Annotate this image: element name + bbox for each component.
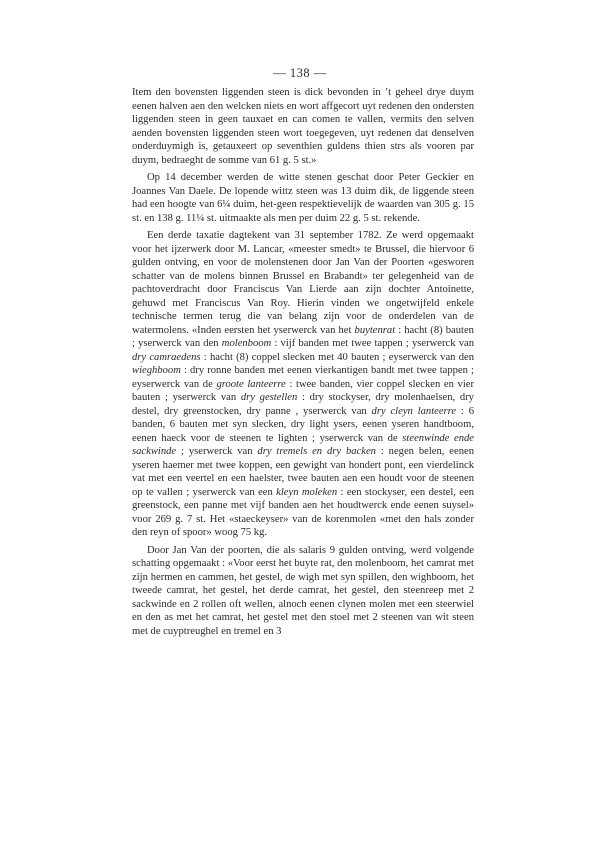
italic-term: kleyn moleken <box>276 486 338 498</box>
paragraph <box>132 86 474 167</box>
text-segment: : dry stockyser, dry molenhaelsen, dry destel, dry greenstocken, dry panne , yserwerck van <box>132 392 474 417</box>
text-segment: : twee banden, vier coppel slecken en vier bauten ; yserwerck van <box>132 378 474 403</box>
text-segment: : 6 banden, 6 bauten met syn slecken, dry light ysers, eenen yseren handtboom, eenen haeck voor de steenen te lighten ; yserwerck van de <box>132 405 474 444</box>
text-segment: Door Jan Van der poorten, die als salaris 9 gulden ontving, werd volgende schatting opgemaakt : «Voor eerst het buyte rat, den molenboom, het camrat met zijn hermen en cammen, het gestel, de wigh met syn spillen, den wighboom, het tweede camrat, het gestel, het derde camrat, het gestel, den steenreep met 2 sackwinde en 2 rollen oft wellen, alnoch eenen clynen molen met een steerwiel en den as met het camrat, het gestel met den stoel met 2 steenen van wit steen met de cuyptreughel en tremel en 3 <box>132 544 474 637</box>
text-segment: : een stockyser, een destel, een greenstock, een panne met vijf banden aen het houdtwerck ende eenen suysel» voor 269 g. 7 st. Het «staeckeyser» van de korenmolen «met den hals zonder den reyn of spoor» woog 75 kg. <box>132 486 475 538</box>
text-segment: : hacht (8) coppel slecken met 40 bauten ; eyserwerck van den <box>200 351 474 363</box>
body-text <box>132 86 474 642</box>
text-segment: Item den bovensten liggenden steen is dick bevonden in ’t geheel drye duym eenen halven aen den welcken niets en wort affgecort uyt redenen den ondersten liggenden steen in geen tauxaet en can comen te vallen, vermits den selven aenden bovensten liggenden steen wort toegegeven, uyt redenen dat denselven onderduymigh is, getauxeert op seventhien guldens thien strs als vooren par duym, bedraeght de somme van 61 g. 5 st.» <box>132 87 474 166</box>
paragraph <box>132 171 474 225</box>
text-segment: ; yserwerck van <box>176 446 258 457</box>
italic-term: dry camraedens <box>132 351 201 363</box>
italic-term: steenwinde ende sackwinde <box>132 432 474 457</box>
text-segment: : dry ronne banden met eenen vierkantigen bandt met twee tappen ; eyserwerck van de <box>132 365 474 390</box>
paragraph <box>132 229 474 540</box>
text-segment: : vijf banden met twee tappen ; yserwerck van <box>271 338 474 349</box>
italic-term: molenboom <box>221 338 272 349</box>
italic-term: groote lanteerre <box>216 378 286 390</box>
italic-term: dry cleyn lanteerre <box>371 405 457 417</box>
text-segment: Op 14 december werden de witte stenen geschat door Peter Geckier en Joannes Van Daele. De lopende wittz steen was 13 duim dik, de liggende steen had een hoogte van 6¼ duim, het-geen respektievelijk de waarden van 305 g. 15 st. en 138 g. 11¼ st. uitmaakte als men per duim 22 g. 5 st. rekende. <box>132 172 474 224</box>
italic-term: dry tremels en dry backen <box>257 446 376 457</box>
paragraph <box>132 544 474 639</box>
text-segment: Een derde taxatie dagtekent van 31 september 1782. Ze werd opgemaakt voor het ijzerwerk door M. Lancar, «meester smedt» te Brussel, die hiervoor 6 gulden ontving, en voor de molenstenen door Jan Van der Poorten «gesworen schatter van de molens binnen Brussel en Brabandt» ter gelegenheid van de pachtoverdracht door Franciscus Van Lierde aan zijn dochter Antoinette, gehuwd met Franciscus Van Roy. Hierin vinden we ongetwijfeld enkele technische termen terug die van belang zijn voor de onderdelen van de watermolens. «Inden eersten het yserwerck van het <box>132 230 474 336</box>
page-number: — 138 — <box>273 66 327 80</box>
italic-term: dry gestellen <box>240 392 298 403</box>
text-segment: : negen belen, eenen yseren haemer met twee koppen, een gewight van hondert pont, een vierdelinck vat met een veertel en een haelster, twee bauten aen een houdt voor de steenen op te vallen ; yserwerck van een <box>132 446 474 498</box>
italic-term: buytenrat <box>354 324 396 336</box>
italic-term: wieghboom <box>132 365 181 376</box>
text-segment: : hacht (8) bauten ; yserwerck van den <box>132 324 474 349</box>
